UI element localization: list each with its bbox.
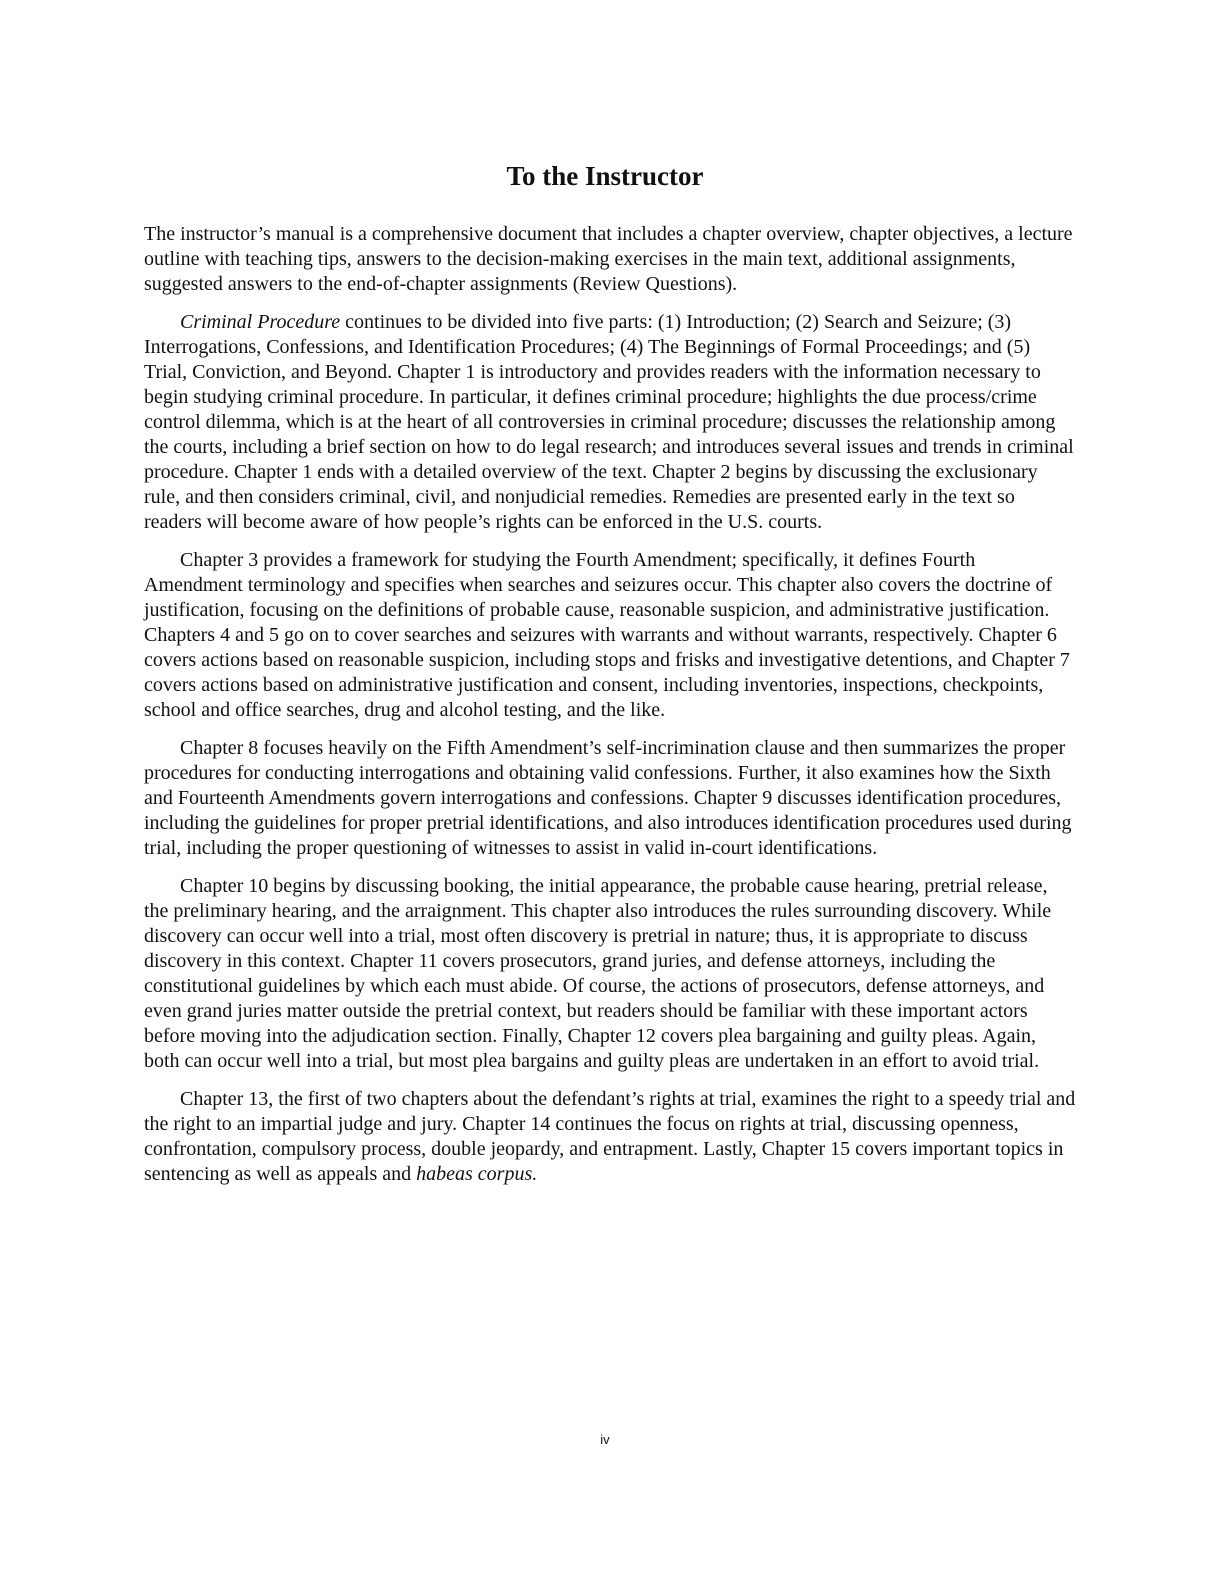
paragraph-text: Chapter 8 focuses heavily on the Fifth Amendment’s self-incrimination clause and then summarizes the proper procedures for conducting interrogations and obtaining valid confessions. Further, it also examines how the Sixth and Fourteenth Amendments govern interrogations and confessions. Chapter 9 discusses identification procedures, including the guidelines for proper pretrial identifications, and also introduces identification procedures used during trial, including the proper questioning of witnesses to assist in valid in-court identifications. (144, 737, 1072, 859)
paragraph-text: continues to be divided into five parts: (1) Introduction; (2) Search and Seizure; (3) Interrogations, Confessions, and Identification Procedures; (4) The Beginnings of Formal Proceedings; and (5) Trial, Conviction, and Beyond. Chapter 1 is introductory and provides readers with the information necessary to begin studying criminal procedure. In particular, it defines criminal procedure; highlights the due process/crime control dilemma, which is at the heart of all controversies in criminal procedure; discusses the relationship among the courts, including a brief section on how to do legal research; and introduces several issues and trends in criminal procedure. Chapter 1 ends with a detailed overview of the text. Chapter 2 begins by discussing the exclusionary rule, and then considers criminal, civil, and nonjudicial remedies. Remedies are presented early in the text so readers will become aware of how people’s rights can be enforced in the U.S. courts. (144, 311, 1074, 533)
paragraph-parts-overview (144, 310, 1076, 535)
paragraph-fourth-amendment (144, 548, 1076, 723)
habeas-corpus-italic: habeas corpus. (416, 1163, 538, 1185)
paragraph-text: Chapter 10 begins by discussing booking, the initial appearance, the probable cause hearing, pretrial release, the preliminary hearing, and the arraignment. This chapter also introduces the rules surrounding discovery. While discovery can occur well into a trial, most often discovery is pretrial in nature; thus, it is appropriate to discuss discovery in this context. Chapter 11 covers prosecutors, grand juries, and defense attorneys, including the constitutional guidelines by which each must abide. Of course, the actions of prosecutors, defense attorneys, and even grand juries matter outside the pretrial context, but readers should be familiar with these important actors before moving into the adjudication section. Finally, Chapter 12 covers plea bargaining and guilty pleas. Again, both can occur well into a trial, but most plea bargains and guilty pleas are undertaken in an effort to avoid trial. (144, 875, 1052, 1072)
page-number: iv (600, 1432, 610, 1447)
paragraph-fifth-amendment (144, 736, 1076, 861)
paragraph-trial-rights (144, 1087, 1076, 1187)
paragraph-text: Chapter 3 provides a framework for studying the Fourth Amendment; specifically, it defines Fourth Amendment terminology and specifies when searches and seizures occur. This chapter also covers the doctrine of justification, focusing on the definitions of probable cause, reasonable suspicion, and administrative justification. Chapters 4 and 5 go on to cover searches and seizures with warrants and without warrants, respectively. Chapter 6 covers actions based on reasonable suspicion, including stops and frisks and investigative detentions, and Chapter 7 covers actions based on administrative justification and consent, including inventories, inspections, checkpoints, school and office searches, drug and alcohol testing, and the like. (144, 549, 1070, 721)
book-title-italic: Criminal Procedure (180, 311, 341, 333)
page-title: To the Instructor (506, 161, 704, 191)
paragraph-text: Chapter 13, the first of two chapters about the defendant’s rights at trial, examines the right to a speedy trial and the right to an impartial judge and jury. Chapter 14 continues the focus on rights at trial, discussing openness, confrontation, compulsory process, double jeopardy, and entrapment. Lastly, Chapter 15 covers important topics in sentencing as well as appeals and (144, 1088, 1076, 1185)
body-text (144, 222, 1076, 1200)
paragraph-pretrial (144, 874, 1076, 1074)
paragraph-text: The instructor’s manual is a comprehensive document that includes a chapter overview, chapter objectives, a lecture outline with teaching tips, answers to the decision-making exercises in the main text, additional assignments, suggested answers to the end-of-chapter assignments (Review Questions). (144, 223, 1073, 295)
paragraph-intro (144, 222, 1076, 297)
